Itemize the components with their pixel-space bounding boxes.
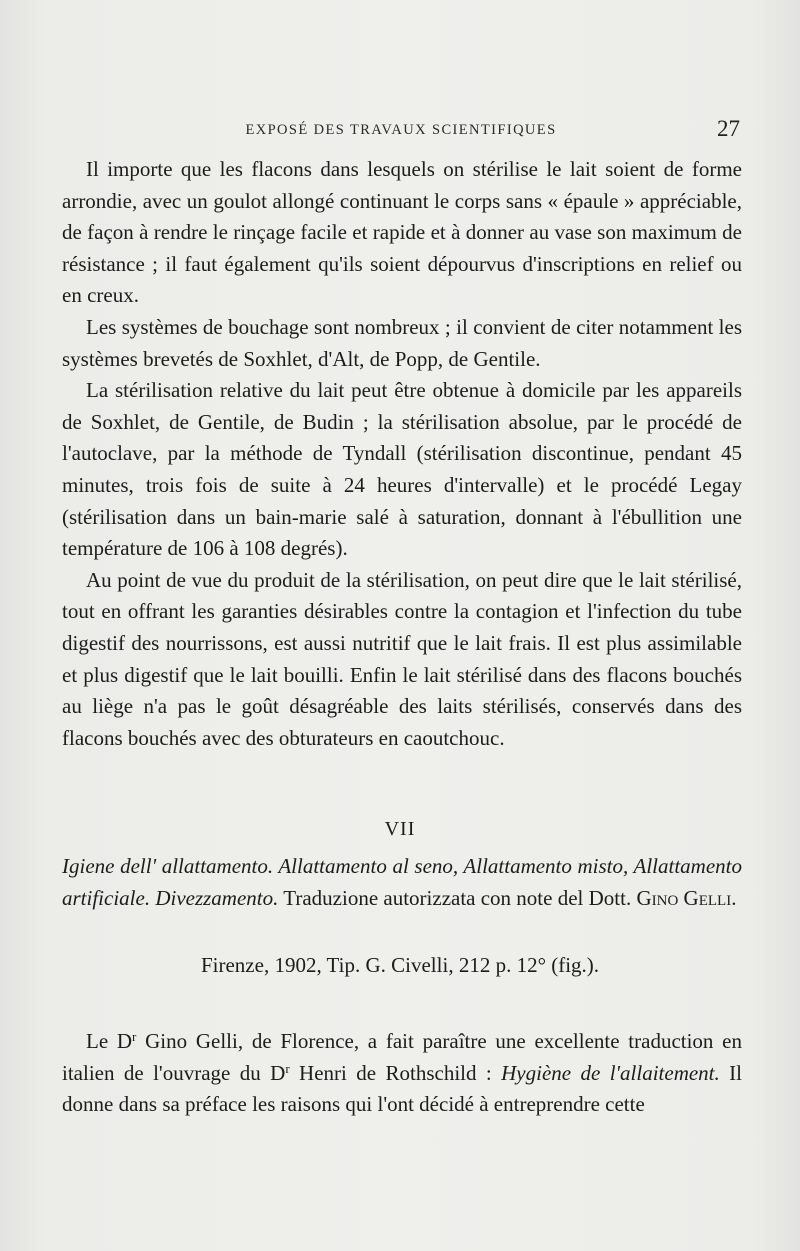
translator-name: Gino Gelli.: [636, 885, 737, 910]
translation-note: Traduzione autorizzata con note del Dott.: [278, 885, 637, 910]
review-text-block: [62, 1026, 742, 1121]
paragraph-bouchage: Les systèmes de bouchage sont nombreux ; il convient de citer notamment les systèmes brevetés de Soxhlet, d'Alt, de Popp, de Gentile.: [62, 314, 742, 371]
review-text-part: Henri de Rothschild :: [289, 1060, 502, 1085]
page-number: 27: [717, 116, 740, 141]
italian-book-title: Igiene dell' allattamento. Allattamento al seno, Allattamento misto, Allattamento artificiale. Divezzamento.: [62, 854, 742, 910]
sterilization-text-block: [62, 154, 742, 754]
paragraph-sterilisation-methods: La stérilisation relative du lait peut être obtenue à domicile par les appareils de Soxhlet, de Gentile, de Budin ; la stérilisation absolue, par le procédé de l'autoclave, par la méthode de Tyndall (stérilisation discontinue, pendant 45 minutes, trois fois de suite à 24 heures d'intervalle) et le procédé Legay (stérilisation dans un bain-marie salé à saturation, donnant à l'ébullition une température de 106 à 108 degrés).: [62, 378, 742, 561]
paragraph-conclusion: Au point de vue du produit de la stérilisation, on peut dire que le lait stérilisé, tout en offrant les garanties désirables contre la contagion et l'infection du tube digestif des nourrissons, est aussi nutritif que le lait frais. Il est plus assimilable et plus digestif que le lait bouilli. Enfin le lait stérilisé dans des flacons bouchés au liège n'a pas le goût désagréable des laits stérilisés, conservés dans des flacons bouchés avec des obturateurs en caoutchouc.: [62, 567, 742, 750]
paragraph-review: [62, 1026, 742, 1121]
doctor-abbrev-sup: r: [132, 1029, 137, 1044]
section-numeral: VII: [384, 818, 416, 840]
running-head: [62, 118, 740, 148]
book-citation: [62, 851, 742, 914]
paragraph-flacons: Il importe que les flacons dans lesquels on stérilise le lait soient de forme arrondie, avec un goulot allongé continuant le corps sans « épaule » appréciable, de façon à rendre le rinçage facile et rapide et à donner au vase son maximum de résistance ; il faut également qu'ils soient dépourvus d'inscriptions en relief ou en creux.: [62, 157, 742, 308]
doctor-abbrev-sup: r: [285, 1060, 290, 1076]
review-text-part: Gino Gelli, de Florence, a fait paraître une excellente traduction en italien de l'ouvrage du D: [62, 1029, 742, 1085]
running-title: EXPOSÉ DES TRAVAUX SCIENTIFIQUES: [245, 122, 557, 138]
citation-line: [62, 851, 742, 914]
review-text-part: Il donne dans sa préface les raisons qui l'ont décidé à entreprendre cette: [62, 1060, 742, 1117]
review-text-part: Le D: [86, 1029, 133, 1053]
french-book-title: Hygiène de l'allaitement.: [501, 1060, 720, 1085]
book-imprint: Firenze, 1902, Tip. G. Civelli, 212 p. 12° (fig.).: [200, 953, 600, 977]
